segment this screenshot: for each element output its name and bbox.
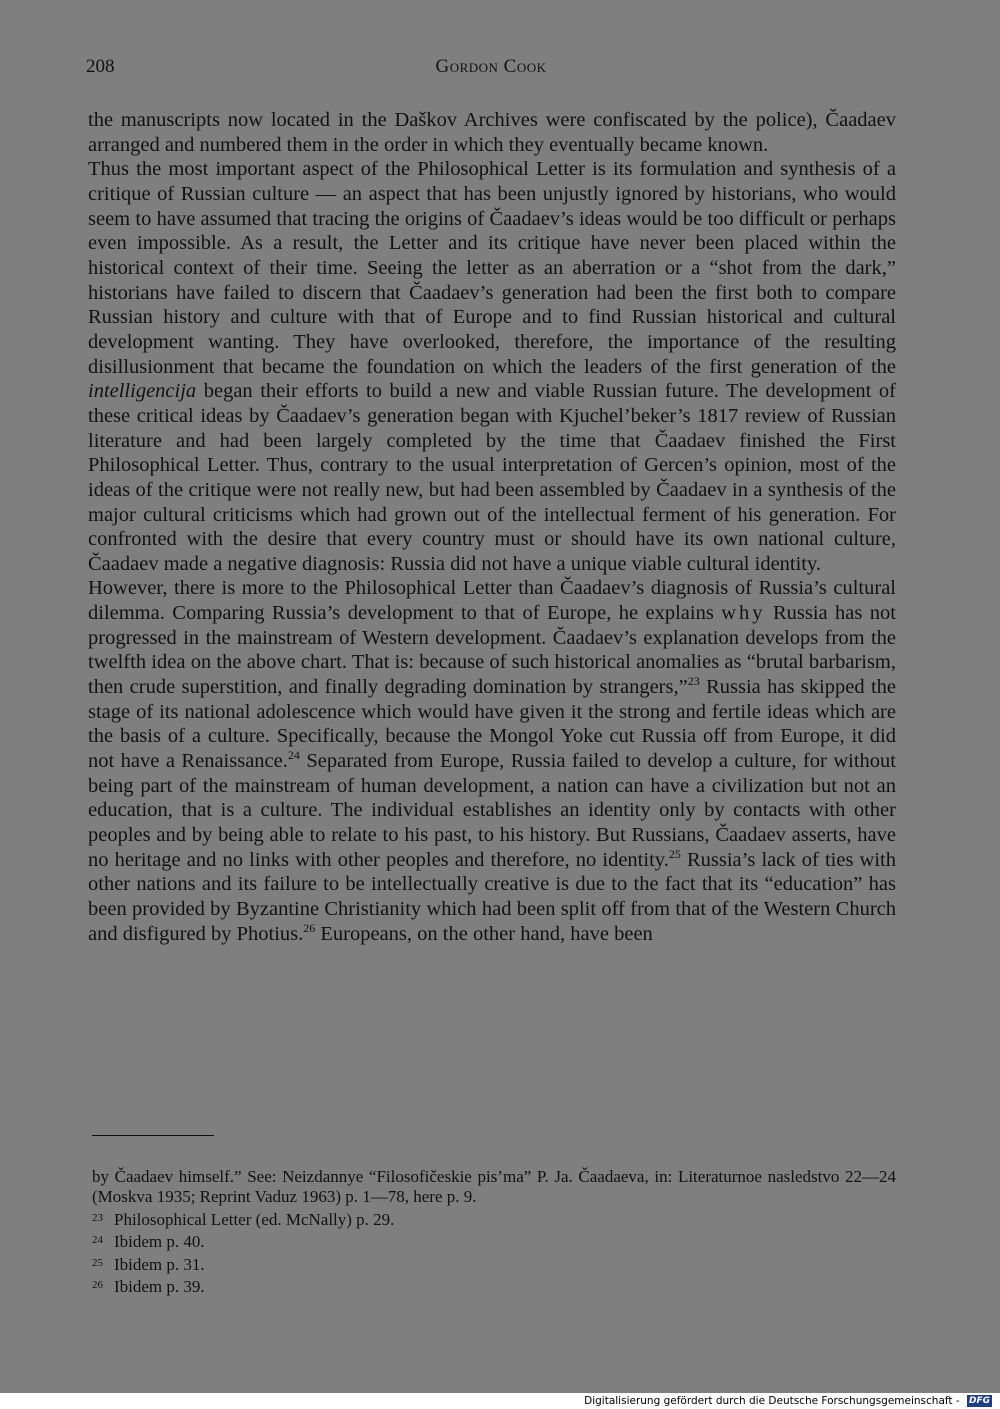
body-text xyxy=(88,108,896,946)
digitization-credit xyxy=(584,1394,992,1408)
paragraph-3-text-e: Russia’s lack of ties with other nations and its failure to be intellectually creative is due to the fact that its “education” has been provided by Byzantine Christianity which had been split off from that of the Western Church and disfigured by Photius. xyxy=(88,848,897,945)
footnote-25 xyxy=(92,1253,896,1275)
paragraph-1 xyxy=(88,108,896,157)
footnote-24 xyxy=(92,1230,896,1252)
paragraph-3-text-a: However, there is more to the Philosophical Letter than Čaadaev’s diagnosis of Russia’s cultural dilemma. Comparing Russia’s development to that of Europe, he explains xyxy=(88,577,896,625)
paragraph-2 xyxy=(88,157,896,576)
footnote-number: 26 xyxy=(92,1279,103,1292)
paragraph-3-text-c: Russia has skipped the stage of its national adolescence which would have given it the strong and fertile ideas which are the basis of a culture. Specifically, because the Mongol Yoke cut Russia off from Europe, it did not have a Renaissance. xyxy=(88,676,896,773)
footnote-ref-26: 26 xyxy=(303,920,316,935)
footnote-continuation: by Čaadaev himself.” See: Neizdannye “Filosofičeskie pis’ma” P. Ja. Čaadaeva, in: Literaturnoe nasledstvo 22—24 (Moskva 1935; Reprint Vaduz 1963) p. 1—78, here p. 9. xyxy=(92,1167,896,1207)
footnote-26 xyxy=(92,1275,896,1297)
spaced-emphasis-why: why xyxy=(721,602,766,625)
paragraph-2-text: Thus the most important aspect of the Philosophical Letter is its formulation and synthesis of a critique of Russian culture — an aspect that has been unjustly ignored by historians, who would seem to have assumed that tracing the origins of Čaadaev’s ideas would be too difficult or perhaps even impossible. As a result, the Letter and its critique have never been placed within the historical context of their time. Seeing the letter as an aberration or a “shot from the dark,” historians have failed to discern that Čaadaev’s generation had been the first both to compare Russian history and culture with that of Europe and to find Russian historical and cultural development wanting. They have overlooked, therefore, the importance of the resulting disillusionment that became the foundation on which the leaders of the first generation of the xyxy=(88,158,896,378)
footnote-text: Ibidem p. 39. xyxy=(114,1277,205,1297)
paragraph-3-text-d: Separated from Europe, Russia failed to develop a culture, for without being part of the mainstream of human development, a nation can have a civilization but not an education, that is a culture. The individual establishes an identity only by contacts with other peoples and by being able to relate to his past, to his history. But Russians, Čaadaev asserts, have no heritage and no links with other peoples and therefore, no identity. xyxy=(88,750,896,871)
footnote-23 xyxy=(92,1208,896,1230)
paragraph-1-text: the manuscripts now located in the Daškov Archives were confiscated by the police), Čaadaev arranged and numbered them in the order in which they eventually became known. xyxy=(88,109,896,156)
paragraph-2-text-end: began their efforts to build a new and viable Russian future. The development of these critical ideas by Čaadaev’s generation began with Kjuchel’beker’s 1817 review of Russian literature and had been largely completed by the time that Čaadaev finished the First Philosophical Letter. Thus, contrary to the usual interpretation of Gercen’s opinion, most of the ideas of the critique were not really new, but had been assembled by Čaadaev in a synthesis of the major cultural criticisms which had grown out of the intellectual ferment of his generation. For confronted with the desire that every country must or should have its own national culture, Čaadaev made a negative diagnosis: Russia did not have a unique viable cultural identity. xyxy=(88,380,896,575)
paragraph-3-text-f: Europeans, on the other hand, have been xyxy=(315,922,653,945)
footnote-text: Philosophical Letter (ed. McNally) p. 29. xyxy=(114,1209,395,1229)
footnote-text: Ibidem p. 40. xyxy=(114,1232,205,1252)
running-head xyxy=(86,56,896,82)
digitization-credit-text: Digitalisierung gefördert durch die Deutsche Forschungsgemeinschaft - xyxy=(584,1395,960,1407)
running-head-author: Gordon Cook xyxy=(435,56,547,77)
paragraph-3-text-b: Russia has not progressed in the mainstream of Western development. Čaadaev’s explanation develops from the twelfth idea on the above chart. That is: because of such historical anomalies as “brutal barbarism, then crude superstition, and finally degrading domination by strangers,” xyxy=(88,602,896,699)
page-number: 208 xyxy=(86,56,115,77)
dfg-logo-icon: DFG xyxy=(968,1396,990,1406)
italic-term-intelligencija: intelligencija xyxy=(88,380,197,403)
footnote-number: 23 xyxy=(92,1211,103,1224)
footnote-text: Ibidem p. 31. xyxy=(114,1254,205,1274)
footnote-ref-23: 23 xyxy=(687,674,700,689)
paragraph-3 xyxy=(88,576,896,946)
footnote-ref-25: 25 xyxy=(668,846,681,861)
footnote-separator xyxy=(92,1135,214,1136)
footnote-ref-24: 24 xyxy=(287,748,300,763)
footnotes xyxy=(92,1167,896,1297)
footnote-number: 25 xyxy=(92,1256,103,1269)
footnote-number: 24 xyxy=(92,1234,103,1247)
